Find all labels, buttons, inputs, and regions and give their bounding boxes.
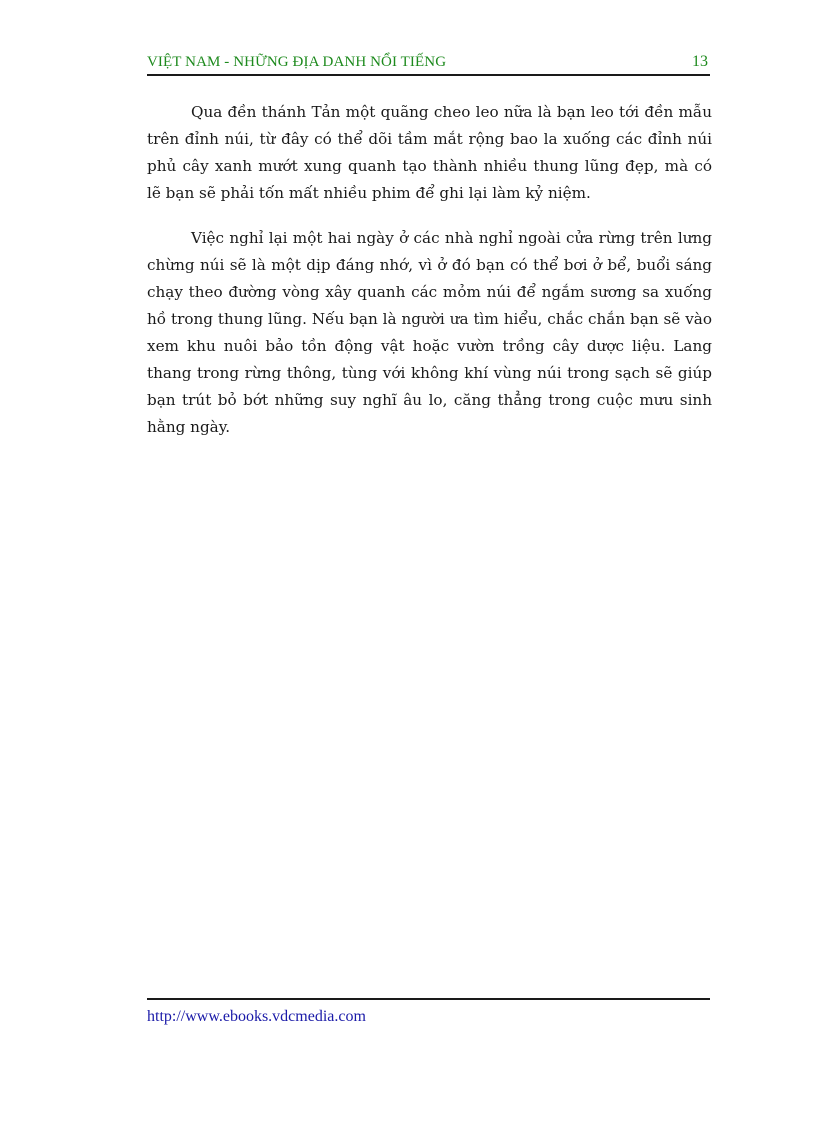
footer-divider [147, 998, 710, 1000]
page-header [147, 52, 710, 76]
footer-website-link[interactable]: http://www.ebooks.vdcmedia.com [147, 1008, 366, 1025]
body-paragraph: Việc nghỉ lại một hai ngày ở các nhà nghỉ ngoài cửa rừng trên lưng chừng núi sẽ là một dịp đáng nhớ, vì ở đó bạn có thể bơi ở bể, buổi sáng chạy theo đường vòng xây quanh các mỏm núi để ngắm sương sa xuống hồ trong thung lũng. Nếu bạn là người ưa tìm hiểu, chắc chắn bạn sẽ vào xem khu nuôi bảo tồn động vật hoặc vườn trồng cây dược liệu. Lang thang trong rừng thông, tùng với không khí vùng núi trong sạch sẽ giúp bạn trút bỏ bớt những suy nghĩ âu lo, căng thẳng trong cuộc mưu sinh hằng ngày. [147, 229, 712, 436]
book-title: VIỆT NAM - NHỮNG ĐỊA DANH NỔI TIẾNG [147, 54, 447, 70]
page-body [147, 99, 712, 459]
page-number: 13 [692, 53, 708, 70]
body-paragraph: Qua đền thánh Tản một quãng cheo leo nữa là bạn leo tới đền mẫu trên đỉnh núi, từ đây có thể dõi tầm mắt rộng bao la xuống các đỉnh núi phủ cây xanh mướt xung quanh tạo thành nhiều thung lũng đẹp, mà có lẽ bạn sẽ phải tốn mất nhiều phim để ghi lại làm kỷ niệm. [147, 103, 712, 202]
